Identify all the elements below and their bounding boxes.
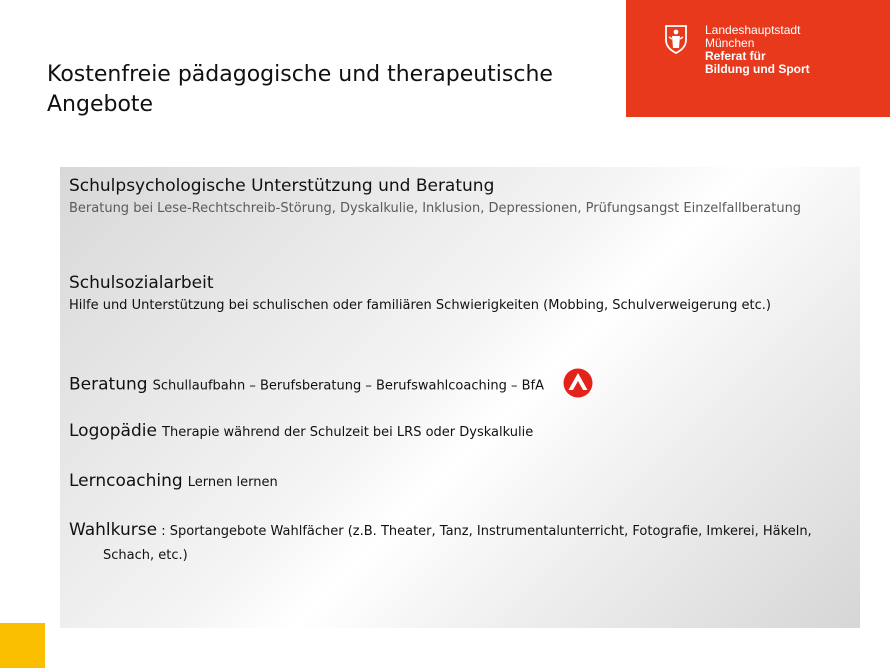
- section-heading: Logopädie: [69, 421, 157, 441]
- section-electives: [69, 519, 849, 568]
- brand-line-department-name: Bildung und Sport: [705, 62, 810, 76]
- section-text: : Sportangebote Wahlfächer (z.B. Theater, Tanz, Instrumentalunterricht, Fotografie, Imkerei, Häkeln, Schach, etc.): [103, 524, 812, 563]
- section-counseling: [69, 370, 849, 400]
- section-text: Hilfe und Unterstützung bei schulischen oder familiären Schwierigkeiten (Mobbing, Schulverweigerung etc.): [69, 298, 771, 313]
- section-text: Lernen lernen: [187, 475, 278, 490]
- section-text: Therapie während der Schulzeit bei LRS oder Dyskalkulie: [162, 425, 534, 440]
- munich-coat-of-arms-icon: [664, 24, 688, 54]
- section-heading: Schulpsychologische Unterstützung und Beratung: [69, 176, 495, 196]
- section-heading: Schulsozialarbeit: [69, 273, 214, 293]
- section-heading: Beratung: [69, 374, 148, 395]
- section-speech-therapy: [69, 420, 849, 442]
- section-school-psychology: [69, 175, 849, 221]
- brand-line-department: Referat für: [705, 49, 766, 63]
- section-text: Schullaufbahn – Berufsberatung – Berufswahlcoaching – BfA: [152, 378, 544, 394]
- corner-accent-square: [0, 623, 45, 668]
- brand-text: [705, 24, 810, 76]
- section-heading: Wahlkurse: [69, 520, 158, 540]
- section-text: Beratung bei Lese-Rechtschreib-Störung, Dyskalkulie, Inklusion, Depressionen, Prüfungsangst Einzelfallberatung: [69, 201, 802, 216]
- slide-title: Kostenfreie pädagogische und therapeutische Angebote: [47, 62, 553, 117]
- arbeitsagentur-logo-icon: [563, 368, 593, 398]
- brand-line-munich: München: [705, 36, 755, 50]
- brand-logo-box: [626, 0, 890, 117]
- brand-line-city: Landeshauptstadt: [705, 23, 801, 37]
- section-heading: Lerncoaching: [69, 471, 183, 491]
- section-social-work: [69, 272, 849, 318]
- section-learning-coaching: [69, 470, 849, 492]
- section-paragraph: [69, 519, 849, 568]
- content-panel: [60, 167, 860, 628]
